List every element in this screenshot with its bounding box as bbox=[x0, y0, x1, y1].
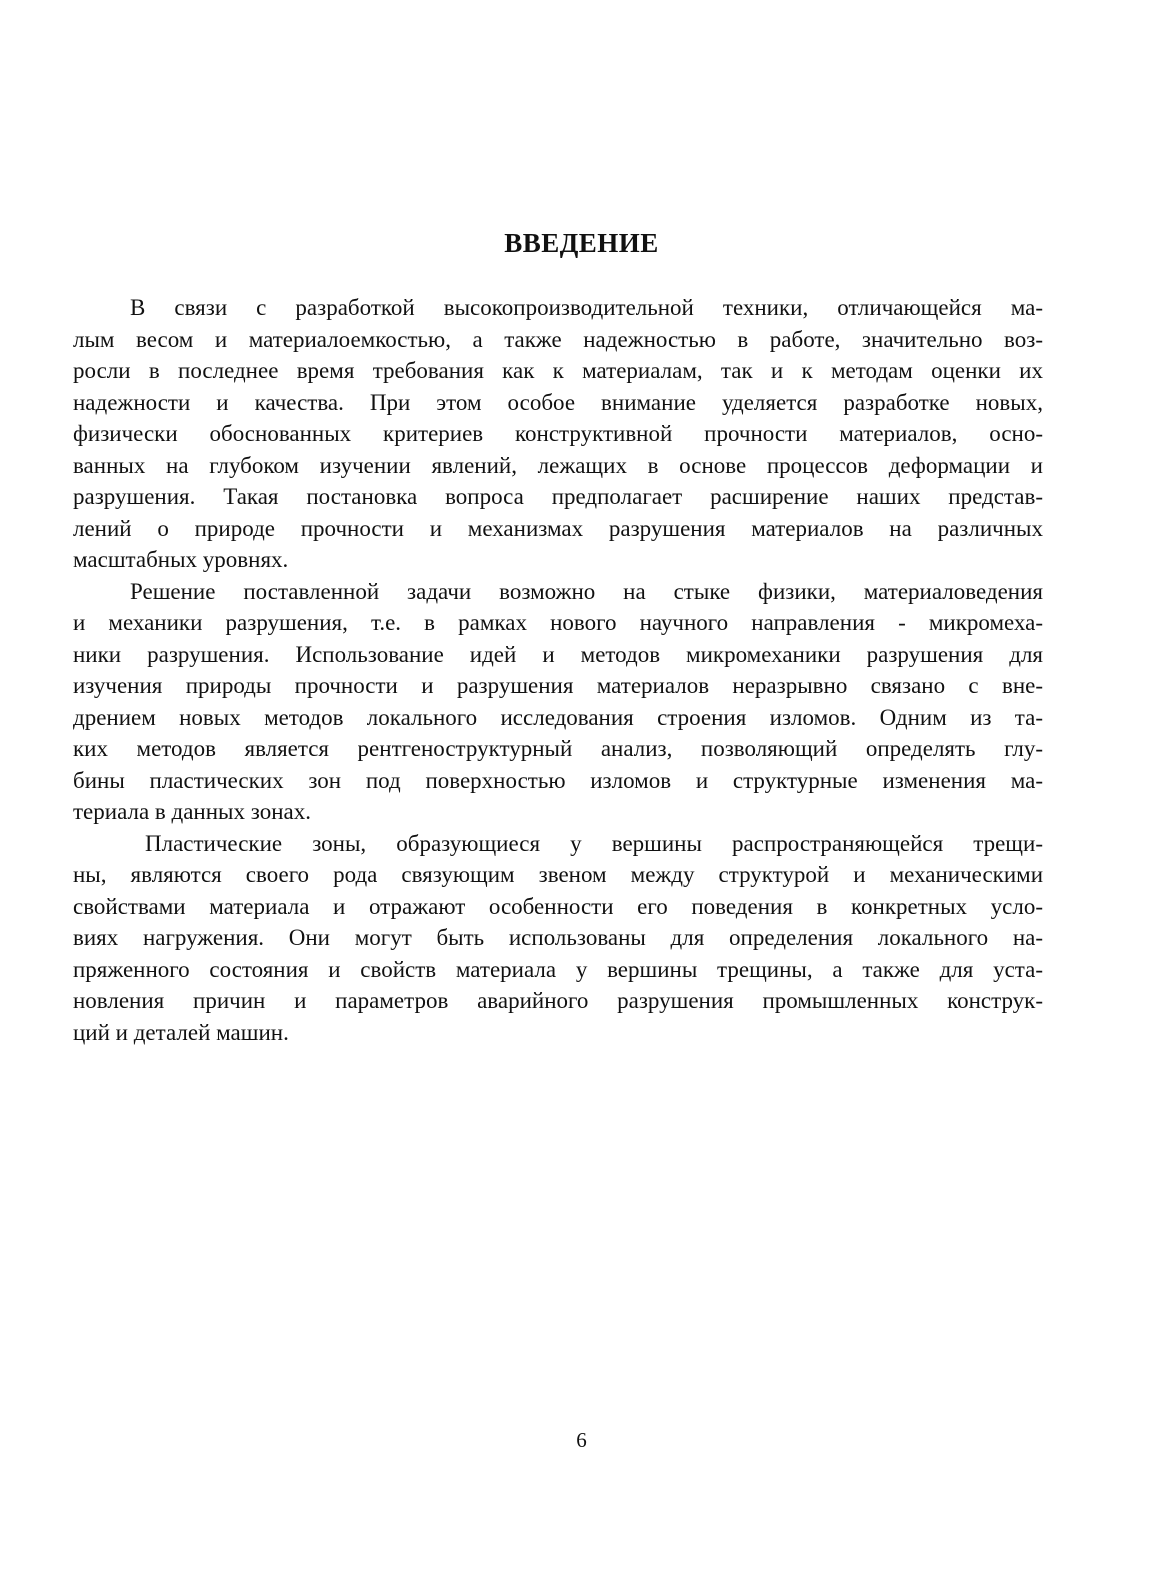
text-line: разрушения. Такая постановка вопроса предполагает расширение наших представ- bbox=[73, 484, 1043, 509]
text-line: дрением новых методов локального исследования строения изломов. Одним из та- bbox=[73, 704, 1043, 730]
text-line: ванных на глубоком изучении явлений, лежащих в основе процессов деформации и bbox=[73, 452, 1043, 478]
text-line: росли в последнее время требования как к материалам, так и к методам оценки их bbox=[73, 358, 1043, 383]
paragraph-1 bbox=[73, 292, 1043, 576]
text-line: ций и деталей машин. bbox=[73, 1019, 289, 1045]
text-line: териала в данных зонах. bbox=[73, 799, 311, 824]
text-line: ких методов является рентгеноструктурный анализ, позволяющий определять глу- bbox=[73, 736, 1043, 761]
text-line: лений о природе прочности и механизмах разрушения материалов на различных bbox=[73, 515, 1043, 541]
text-line: В связи с разработкой высокопроизводительной техники, отличающейся ма- bbox=[130, 295, 1043, 320]
text-line: виях нагружения. Они могут быть использованы для определения локального на- bbox=[73, 925, 1043, 950]
text-line: надежности и качества. При этом особое внимание уделяется разработке новых, bbox=[73, 389, 1043, 415]
text-line: ны, являются своего рода связующим звеном между структурой и механическими bbox=[73, 862, 1043, 887]
page-title: ВВЕДЕНИЕ bbox=[504, 228, 659, 258]
text-line: Пластические зоны, образующиеся у вершины распространяющейся трещи- bbox=[145, 830, 1043, 856]
text-line: новления причин и параметров аварийного разрушения промышленных конструк- bbox=[73, 988, 1043, 1013]
text-line: ники разрушения. Использование идей и методов микромеханики разрушения для bbox=[73, 641, 1043, 667]
page-number: 6 bbox=[576, 1428, 587, 1452]
text-line: пряженного состояния и свойств материала у вершины трещины, а также для уста- bbox=[73, 956, 1043, 982]
body-text bbox=[73, 292, 1043, 1048]
text-line: бины пластических зон под поверхностью изломов и структурные изменения ма- bbox=[73, 767, 1043, 793]
text-line: свойствами материала и отражают особенности его поведения в конкретных усло- bbox=[73, 893, 1043, 919]
text-line: изучения природы прочности и разрушения материалов неразрывно связано с вне- bbox=[73, 673, 1043, 698]
text-line: лым весом и материалоемкостью, а также надежностью в работе, значительно воз- bbox=[73, 326, 1043, 352]
paragraph-2 bbox=[73, 576, 1043, 828]
paragraph-3 bbox=[73, 828, 1043, 1049]
text-line: физически обоснованных критериев конструктивной прочности материалов, осно- bbox=[73, 421, 1043, 446]
text-line: Решение поставленной задачи возможно на стыке физики, материаловедения bbox=[130, 578, 1043, 604]
text-line: масштабных уровнях. bbox=[73, 547, 289, 572]
text-line: и механики разрушения, т.е. в рамках нового научного направления - микромеха- bbox=[73, 610, 1043, 635]
